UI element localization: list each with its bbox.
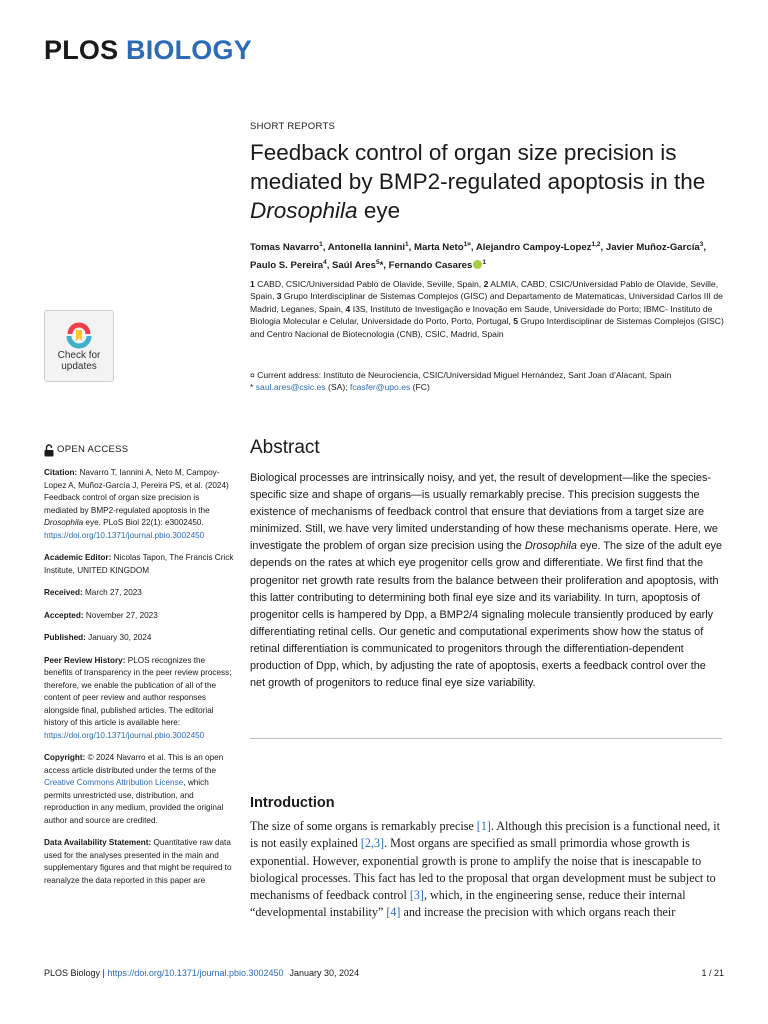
reference-link[interactable]: [2,3]	[360, 836, 385, 851]
title-italic: Drosophila	[250, 198, 358, 223]
author-notes	[250, 369, 724, 394]
citation-text-1: Navarro T, Iannini A, Neto M, Campoy-Lopez A, Muñoz-García J, Pereira PS, et al. (2024) Feedback control of organ size precision is mediated by BMP2-regulated apoptosis in the	[44, 468, 229, 515]
affiliation-number: 3	[276, 291, 282, 302]
orcid-icon[interactable]	[473, 260, 482, 269]
received-label: Received:	[44, 588, 83, 597]
data-availability-label: Data Availability Statement:	[44, 838, 152, 847]
page-footer: PLOS Biology | https://doi.org/10.1371/journal.pbio.3002450 January 30, 2024	[44, 968, 360, 978]
footer-doi-link[interactable]: https://doi.org/10.1371/journal.pbio.3002450	[107, 968, 284, 978]
published-block	[44, 632, 234, 645]
introduction-heading: Introduction	[250, 795, 335, 811]
received-block	[44, 587, 234, 600]
affiliation-text: CABD, CSIC/Universidad Pablo de Olavide, Seville, Spain,	[254, 279, 484, 289]
editor-label: Academic Editor:	[44, 553, 112, 562]
author[interactable]: Javier Muñoz-García$^3$	[605, 241, 704, 254]
reference-link[interactable]: [4]	[386, 905, 401, 920]
license-link[interactable]: Creative Commons Attribution License	[44, 778, 184, 787]
reference-link[interactable]: [3]	[409, 888, 424, 903]
open-lock-icon	[44, 444, 54, 457]
editor-text: Nicolas Tapon, The Francis Crick Institute, UNITED KINGDOM	[44, 553, 234, 575]
abstract-text: Biological processes are intrinsically noisy, and yet, the result of development—like the species-specific size and shape of organs—is usually remarkably precise. This precision suggests the existence of mechanisms of feedback control that ensure that deviations from a target size are minimized. Still, we have very limited understanding of how these mechanisms operate. Here, we investigate the problem of organ size precision using the Drosophila eye. The size of the adult eye depends on the rates at which eye progenitor cells grow and differentiate. We first find that the progenitor net growth rate results from the balance between their proliferation and apoptosis, with this latter contributing to determining both final eye size and its variability. In turn, apoptosis of progenitor cells is hampered by Dpp, a BMP2/4 signaling molecule transiently produced by early differentiating retinal cells. Our genetic and computational experiments show how the status of retinal differentiation is communicated to progenitors through the differentiation-dependent production of Dpp, which, by adjusting the rate of apoptosis, exerts a feedback control over the net growth of progenitors to reduce final eye size variability.	[250, 472, 723, 690]
copyright-text-1: © 2024 Navarro et al. This is an open access article distributed under the terms of the	[44, 753, 224, 775]
published-date: January 30, 2024	[85, 633, 152, 642]
email-link-fc[interactable]: fcasfer@upo.es	[349, 382, 411, 393]
affiliation-text: I3S, Instituto de Investigação e Inovação em Saude, Universidade do Porto; IBMC- Instituto de Biologia Molecular e Celular, Universidade do Porto, Porto, Portugal,	[250, 303, 713, 327]
check-for-updates-badge[interactable]	[44, 310, 114, 382]
peer-review-block	[44, 655, 234, 743]
badge-line-1: Check for	[57, 350, 101, 361]
author[interactable]: Alejandro Campoy-Lopez$^{1,2}$	[475, 241, 601, 254]
open-access-text: OPEN ACCESS	[57, 444, 129, 456]
affiliation-number: 5	[513, 316, 518, 327]
author-list: Tomas Navarro$^1$, Antonella Iannini$^1$, Marta Neto$^{1¤}$, Alejandro Campoy-Lopez$^{1,2}$, Javier Muñoz-García$^3$, Paulo S. Pereira$^4$, Saúl Ares$^5$*, Fernando Casares $^1$	[250, 241, 707, 271]
peer-review-doi-link[interactable]: https://doi.org/10.1371/journal.pbio.3002450	[44, 730, 205, 740]
copyright-label: Copyright:	[44, 753, 86, 762]
author[interactable]: Marta Neto$^{1¤}$	[414, 241, 471, 254]
badge-line-2: updates	[61, 361, 97, 372]
peer-review-text: PLOS recognizes the benefits of transparency in the peer review process; therefore, we enable the publication of all of the content of peer review and author responses alongside final, published articles. The editorial history of this article is available here:	[44, 655, 232, 727]
current-address-note: ¤ Current address: Instituto de Neurociencia, CSIC/Universidad Miguel Hernández, Sant Joan d’Alacant, Spain	[250, 370, 672, 380]
introduction-text: The size of some organs is remarkably precise [1]. Although this precision is a functional need, it is not easily explained [2,3]. Most organs are specified as small primordia whose growth is exponential. However, exponential growth is prone to amplify the noise that is inescapable to biological processes. This fact has led to the proposal that organ development must be subject to mechanisms of feedback control [3], which, in the engineering sense, reduce their internal “developmental instability” [4] and increase the precision with which organs reach their	[250, 819, 720, 920]
title-main: Feedback control of organ size precision is mediated by BMP2-regulated apoptosis in the	[250, 140, 706, 194]
affiliation-number: 2	[483, 279, 489, 289]
accepted-date: November 27, 2023	[83, 610, 158, 620]
affiliation-number: 4	[345, 303, 351, 314]
article-info-sidebar	[44, 444, 234, 897]
title-end: eye	[357, 198, 401, 223]
editor-block	[44, 552, 234, 577]
crossmark-icon	[62, 316, 96, 350]
corresponding-mark: *	[379, 259, 384, 271]
citation-label: Citation:	[44, 468, 78, 477]
citation-block	[44, 467, 234, 542]
journal-logo[interactable]	[44, 33, 252, 67]
footer-date: January 30, 2024	[289, 968, 360, 978]
correspondence-note: * saul.ares@csic.es (SA); fcasfer@upo.es (FC)	[250, 382, 430, 393]
journal-name-plos: PLOS	[44, 35, 119, 65]
affiliation-text: Grupo Interdisciplinar de Sistemas Complejos (GISC) and Centro Nacional de Biotecnologia (CNB), CSIC, Madrid, Spain	[250, 316, 724, 339]
author[interactable]: Paulo S. Pereira$^4$	[250, 258, 327, 271]
journal-name-biology: BIOLOGY	[126, 35, 252, 65]
author[interactable]: Saúl Ares$^5$*	[332, 258, 384, 271]
footer-journal: PLOS Biology	[44, 968, 101, 978]
citation-italic: Drosophila	[44, 518, 84, 527]
abstract-heading: Abstract	[250, 437, 320, 458]
data-availability-block	[44, 837, 234, 887]
affiliation-text: ALMIA, CABD, CSIC/Universidad Pablo de Olavide, Seville, Spain,	[250, 279, 719, 302]
published-label: Published:	[44, 633, 86, 642]
copyright-text-2: , which permits unrestricted use, distribution, and reproduction in any medium, provided the original author and source are credited.	[44, 778, 224, 825]
accepted-block	[44, 610, 234, 623]
affiliation-number: 1	[250, 279, 255, 289]
data-availability-text: Quantitative raw data used for the analyses presented in the main and supplementary figures and that might be required to reanalyze the data reported in this paper are	[44, 838, 232, 885]
peer-review-label: Peer Review History:	[44, 655, 126, 665]
email-link-sa[interactable]: saul.ares@csic.es	[255, 382, 326, 393]
author[interactable]: Tomas Navarro$^1$	[250, 241, 323, 254]
section-divider	[250, 738, 722, 739]
received-date: March 27, 2023	[82, 588, 142, 597]
citation-text-2: eye. PLoS Biol 22(1): e3002450.	[83, 518, 204, 527]
article-title	[250, 138, 724, 225]
citation-doi-link[interactable]: https://doi.org/10.1371/journal.pbio.3002450	[44, 530, 205, 540]
author[interactable]: Fernando Casares $^1$	[388, 258, 486, 271]
open-access-label	[44, 444, 234, 457]
article-section-label: SHORT REPORTS	[250, 121, 336, 132]
copyright-block	[44, 752, 234, 827]
author[interactable]: Antonella Iannini$^1$	[327, 241, 409, 254]
affiliation-text: Grupo Interdisciplinar de Sistemas Complejos (GISC) and Departamento de Matematicas, Universidad Carlos III de Madrid, Leganes, Spain,	[250, 291, 723, 314]
page-number: 1 / 21	[701, 968, 724, 978]
affiliations	[250, 278, 724, 340]
reference-link[interactable]: [1]	[476, 819, 491, 833]
accepted-label: Accepted:	[44, 610, 84, 620]
